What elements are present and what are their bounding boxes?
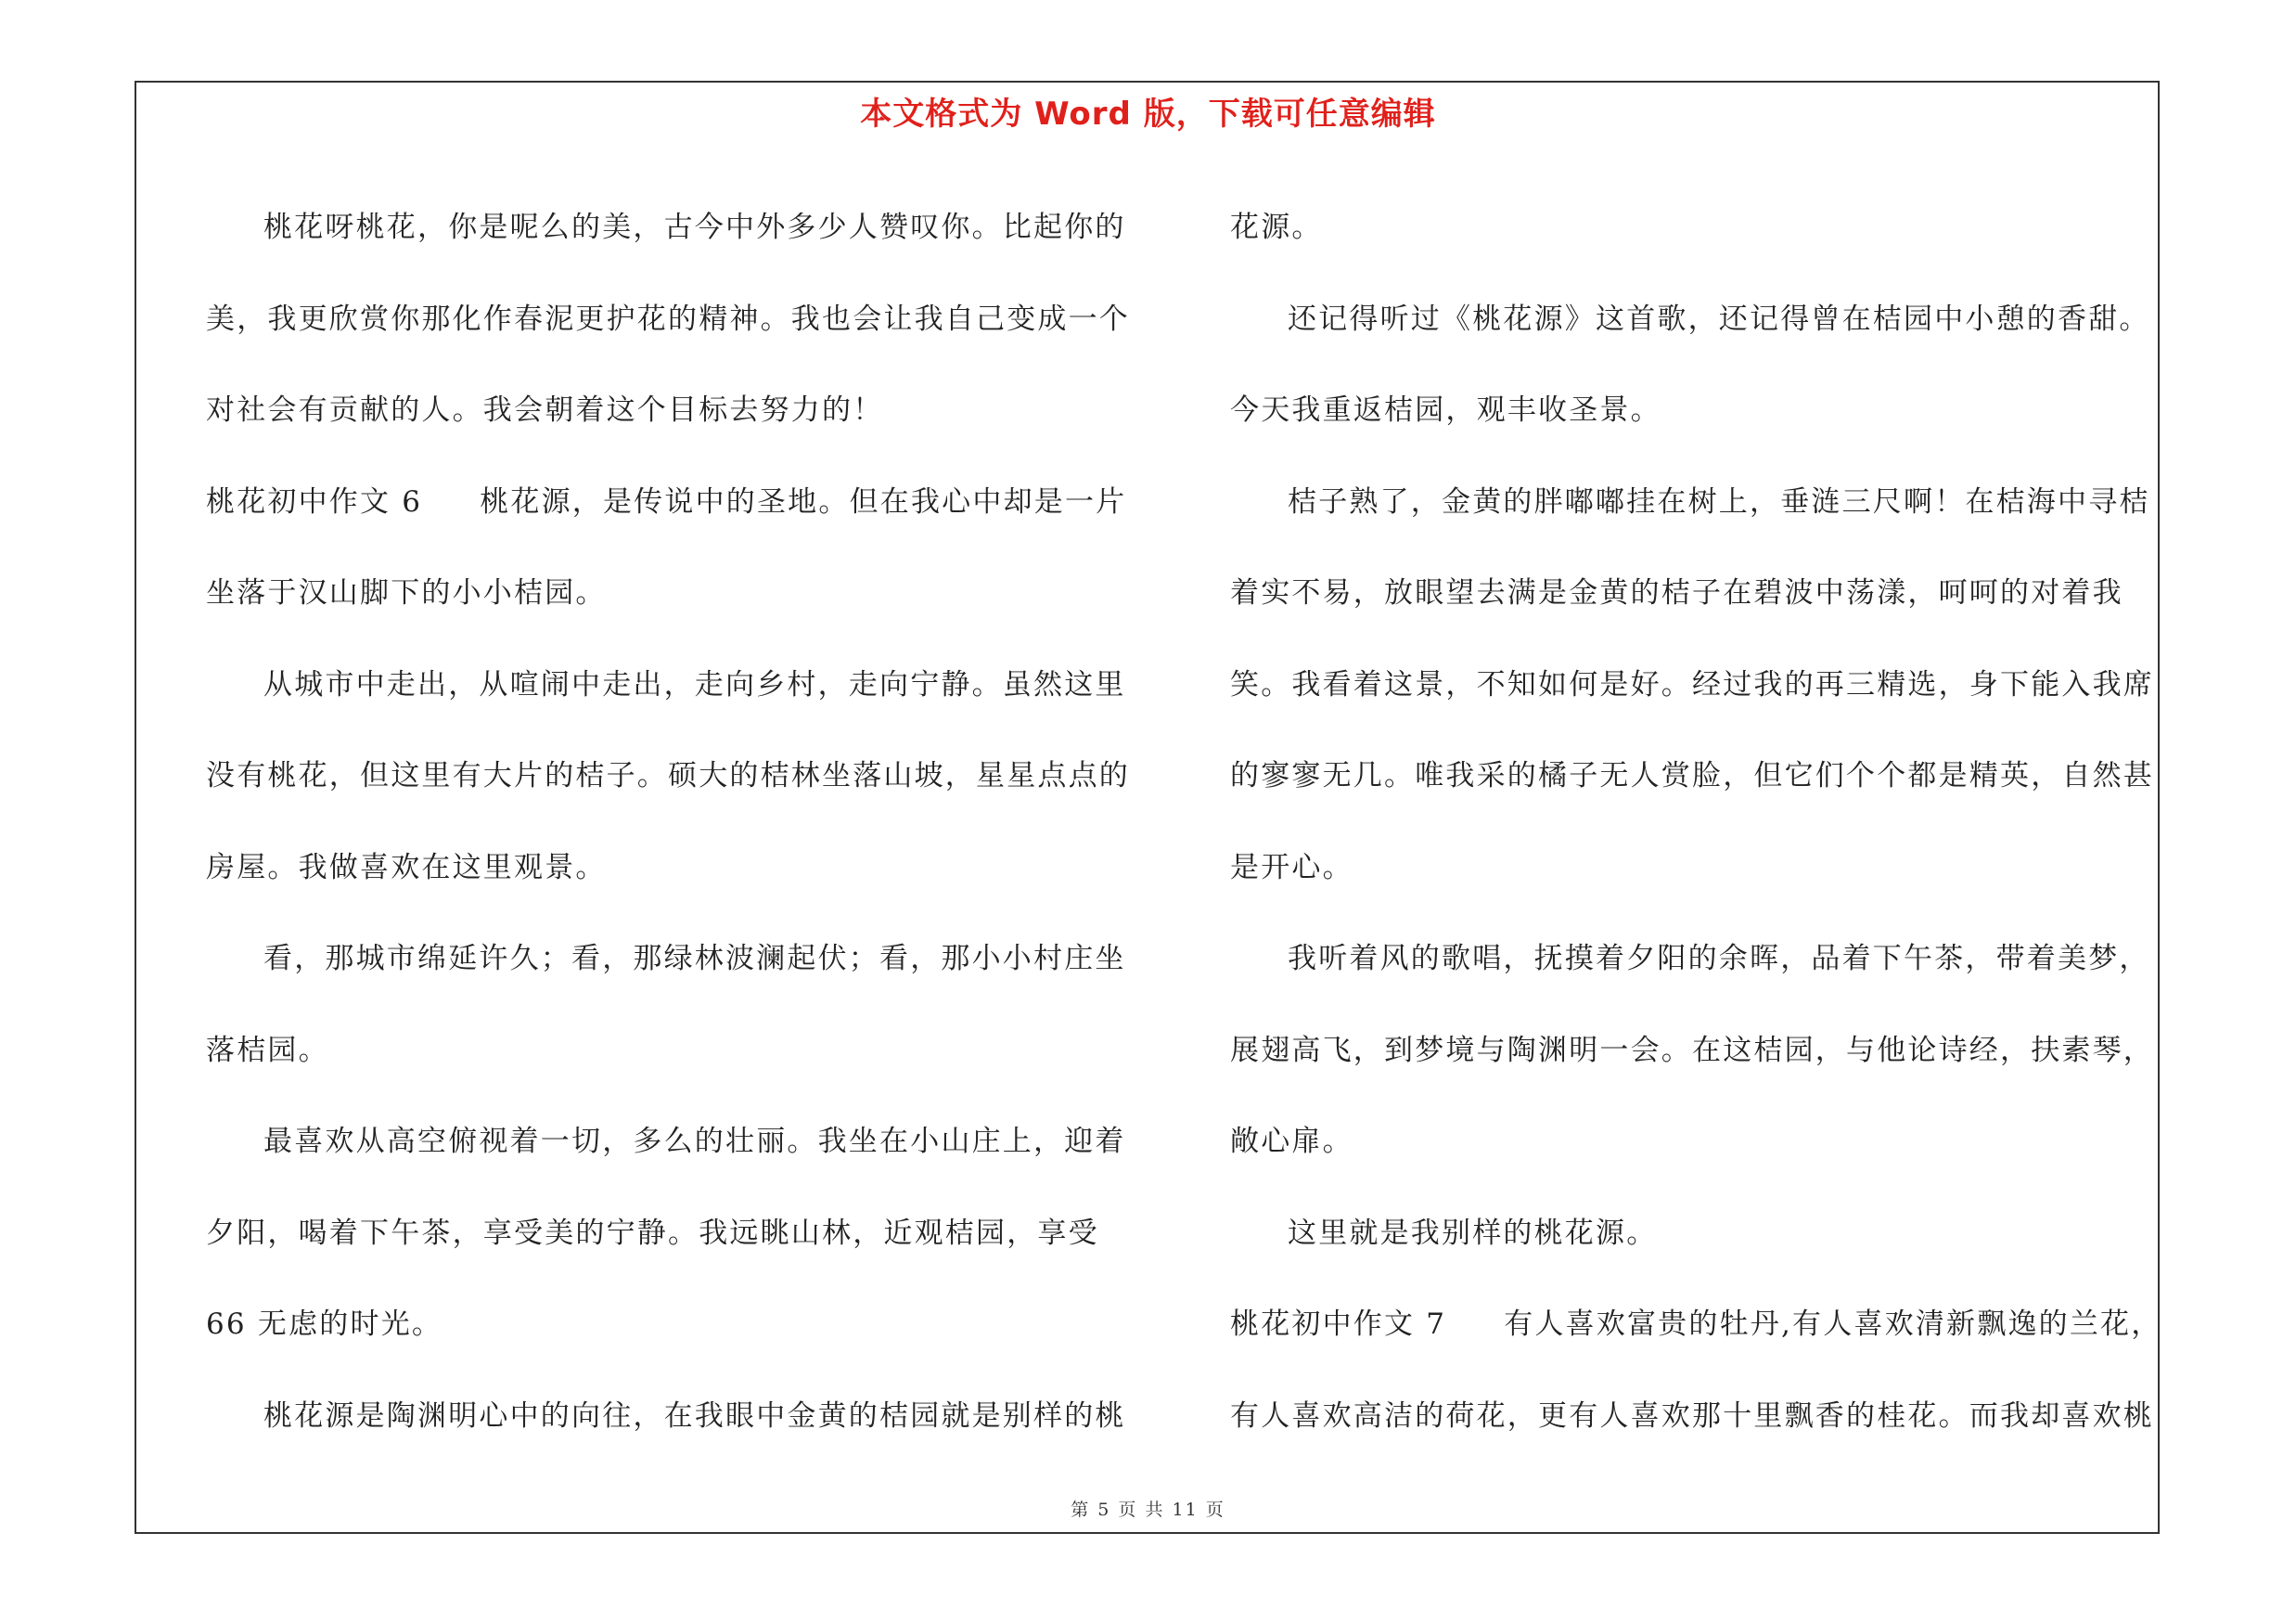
- paragraph-text: 有人喜欢富贵的牡丹,有人喜欢清新飘逸的兰花，有人喜欢高洁的荷花，更有人喜欢那十里飘香的桂花。而我却喜欢桃: [1230, 1307, 2162, 1433]
- essay-heading-6: 桃花初中作文 6: [206, 484, 423, 519]
- paragraph: 我听着风的歌唱，抚摸着夕阳的余晖，品着下午茶，带着美梦，展翅高飞，到梦境与陶渊明一会。在这桔园，与他论诗经，扶素琴，敞心扉。: [1230, 942, 2154, 1158]
- paragraph: 最喜欢从高空俯视着一切，多么的壮丽。我坐在小山庄上，迎着夕阳，喝着下午茶，享受美的宁静。我远眺山林，近观桔园，享受 66 无虑的时光。: [206, 1125, 1126, 1341]
- page-number: 第 5 页 共 11 页: [1071, 1500, 1225, 1520]
- paragraph-continuation: 花源。: [1230, 211, 1323, 244]
- paragraph: 桔子熟了，金黄的胖嘟嘟挂在树上，垂涟三尺啊！在桔海中寻桔着实不易，放眼望去满是金黄的桔子在碧波中荡漾，呵呵的对着我笑。我看着这景，不知如何是好。经过我的再三精选，身下能入我席的寥寥无几。唯我采的橘子无人赏脸，但它们个个都是精英，自然甚是开心。: [1230, 484, 2154, 884]
- word-format-notice: 本文格式为 Word 版，下载可任意编辑: [860, 96, 1436, 133]
- paragraph: 还记得听过《桃花源》这首歌，还记得曾在桔园中小憩的香甜。今天我重返桔园，观丰收圣景。: [1230, 302, 2150, 427]
- right-column: [1230, 182, 2167, 1462]
- essay-heading-7: 桃花初中作文 7: [1230, 1307, 1447, 1341]
- paragraph: 看，那城市绵延许久；看，那绿林波澜起伏；看，那小小村庄坐落桔园。: [206, 942, 1126, 1067]
- paragraph-text: 桃花源，是传说中的圣地。但在我心中却是一片坐落于汉山脚下的小小桔园。: [206, 484, 1127, 610]
- essay-heading-paragraph: [1230, 1279, 2167, 1462]
- paragraph: 桃花源是陶渊明心中的向往，在我眼中金黄的桔园就是别样的桃: [263, 1398, 1126, 1433]
- left-column: [206, 182, 1138, 1462]
- paragraph: 这里就是我别样的桃花源。: [1288, 1216, 1658, 1250]
- paragraph: 桃花呀桃花，你是呢么的美，古今中外多少人赞叹你。比起你的美，我更欣赏你那化作春泥更护花的精神。我也会让我自己变成一个对社会有贡献的人。我会朝着这个目标去努力的！: [206, 211, 1130, 427]
- paragraph: 从城市中走出，从喧闹中走出，走向乡村，走向宁静。虽然这里没有桃花，但这里有大片的桔子。硕大的桔林坐落山坡，星星点点的房屋。我做喜欢在这里观景。: [206, 667, 1130, 884]
- essay-heading-paragraph: [206, 457, 1138, 639]
